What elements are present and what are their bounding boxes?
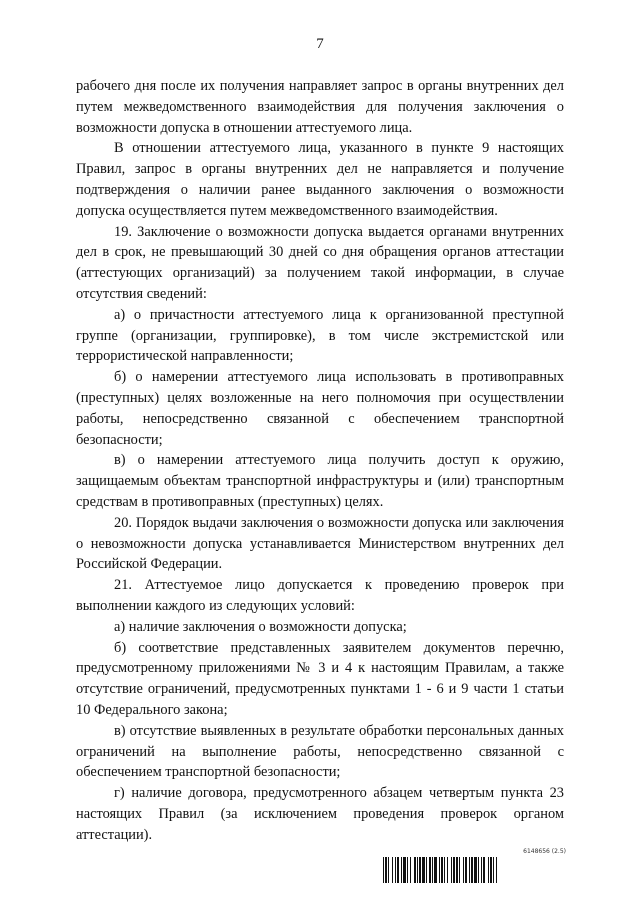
- barcode-caption: 6148656 (2.5): [523, 848, 566, 855]
- paragraph: б) соответствие представленных заявителем документов перечню, предусмотренному приложениями № 3 и 4 к настоящим Правилам, а также отсутствие ограничений, предусмотренных пунктами 1 - 6 и 9 части 1 статьи 10 Федерального закона;: [76, 639, 564, 718]
- paragraph: 21. Аттестуемое лицо допускается к проведению проверок при выполнении каждого из следующих условий:: [76, 577, 564, 614]
- paragraph: рабочего дня после их получения направляет запрос в органы внутренних дел путем межведомственного взаимодействия для получения заключения о возможности допуска в отношении аттестуемого лица.: [76, 78, 564, 136]
- paragraph: в) отсутствие выявленных в результате обработки персональных данных ограничений на выполнение работы, непосредственно связанной с обеспечением транспортной безопасности;: [76, 722, 564, 781]
- paragraph: В отношении аттестуемого лица, указанного в пункте 9 настоящих Правил, запрос в органы внутренних дел не направляется и получение подтверждения о наличии ранее выданного заключения о возможности допуска осуществляется путем межведомственного взаимодействия.: [76, 140, 564, 219]
- paragraph: 20. Порядок выдачи заключения о возможности допуска или заключения о невозможности допуска устанавливается Министерством внутренних дел Российской Федерации.: [76, 514, 564, 573]
- paragraph: г) наличие договора, предусмотренного абзацем четвертым пункта 23 настоящих Правил (за исключением проведения проверок органом аттестации).: [76, 785, 564, 843]
- barcode: [382, 857, 567, 883]
- document-body: [76, 76, 564, 845]
- paragraph: 19. Заключение о возможности допуска выдается органами внутренних дел в срок, не превышающий 30 дней со дня обращения органов аттестации (аттестующих организаций) за получением такой информации, в случае отсутствия сведений:: [76, 223, 564, 302]
- page-number: 7: [316, 36, 324, 52]
- paragraph: б) о намерении аттестуемого лица использовать в противоправных (преступных) целях возложенные на него полномочия при осуществлении работы, непосредственно связанной с обеспечением транспортной безопасности;: [76, 369, 564, 448]
- paragraph: а) наличие заключения о возможности допуска;: [114, 618, 407, 635]
- paragraph: а) о причастности аттестуемого лица к организованной преступной группе (организации, группировке), в том числе экстремистской или террористической направленности;: [76, 306, 564, 365]
- paragraph: в) о намерении аттестуемого лица получить доступ к оружию, защищаемым объектам транспортной инфраструктуры и (или) транспортным средствам в противоправных (преступных) целях.: [76, 452, 564, 510]
